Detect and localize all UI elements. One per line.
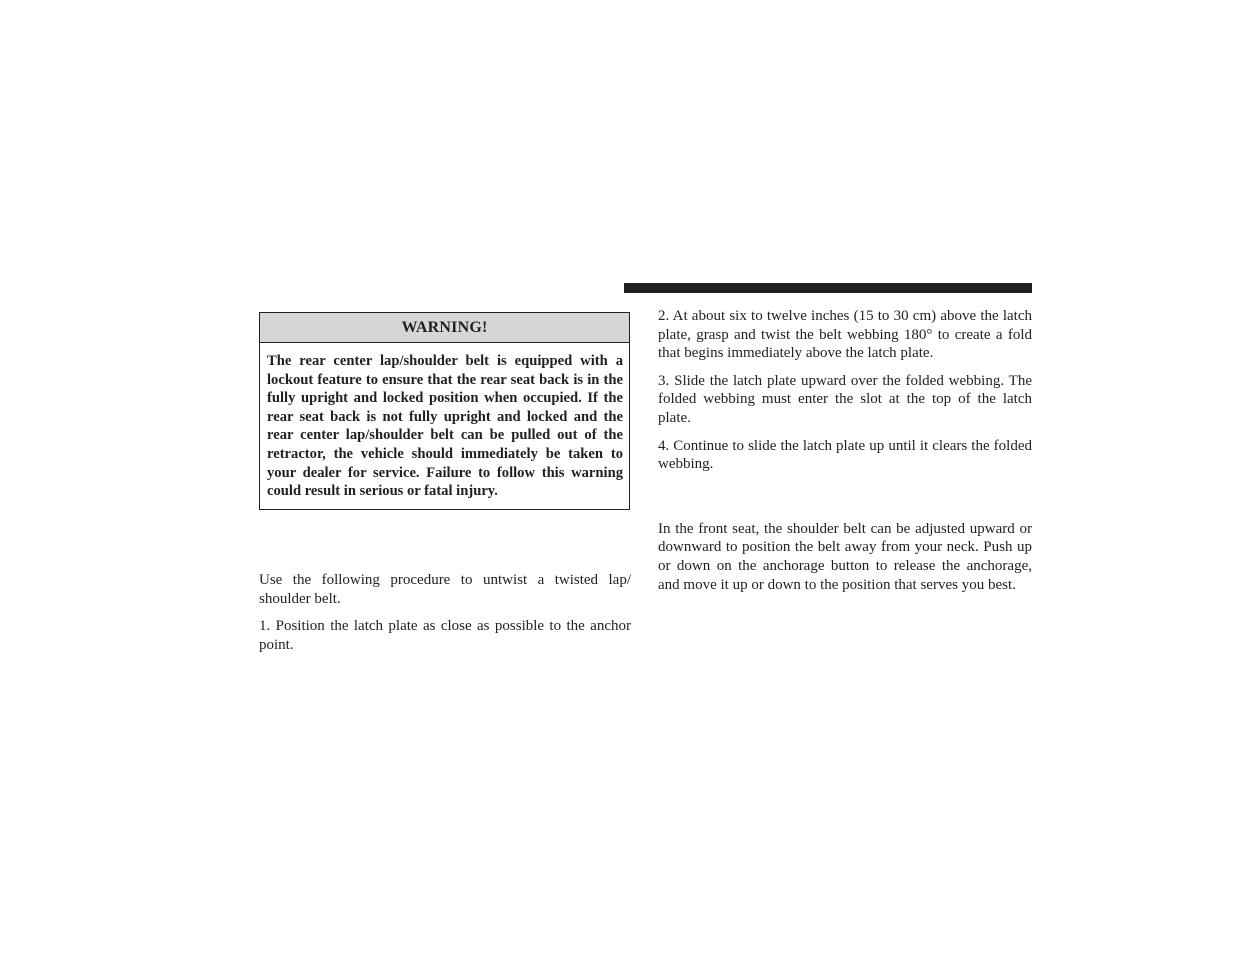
section-divider-bar [624, 283, 1032, 293]
untwist-intro: Use the following procedure to untwist a twisted lap/ shoulder belt. [259, 572, 631, 607]
right-column [658, 307, 1032, 594]
warning-title: WARNING! [260, 313, 629, 343]
step-3: 3. Slide the latch plate upward over the folded webbing. The folded webbing must enter the slot at the top of the latch plate. [658, 372, 1032, 426]
warning-box [259, 312, 630, 510]
step-4: 4. Continue to slide the latch plate up until it clears the folded webbing. [658, 437, 1032, 473]
step-1: 1. Position the latch plate as close as possible to the anchor point. [259, 618, 631, 653]
left-column [259, 571, 631, 654]
shoulder-belt-adjust-text: In the front seat, the shoulder belt can be adjusted upward or downward to position the belt away from your neck. Push up or down on the anchorage button to release the anchorage, and move it up or down to the position that serves you best. [658, 520, 1032, 593]
warning-text: The rear center lap/shoulder belt is equipped with a lockout feature to ensure that the rear seat back is in the fully upright and locked position when occupied. If the rear seat back is not fully upright and locked and the rear center lap/shoulder belt can be pulled out of the retractor, the vehicle should immediately be taken to your dealer for service. Failure to follow this warning could result in serious or fatal injury. [267, 353, 623, 500]
step-2: 2. At about six to twelve inches (15 to 30 cm) above the latch plate, grasp and twist the belt webbing 180° to create a fold that begins immediately above the latch plate. [658, 308, 1032, 362]
